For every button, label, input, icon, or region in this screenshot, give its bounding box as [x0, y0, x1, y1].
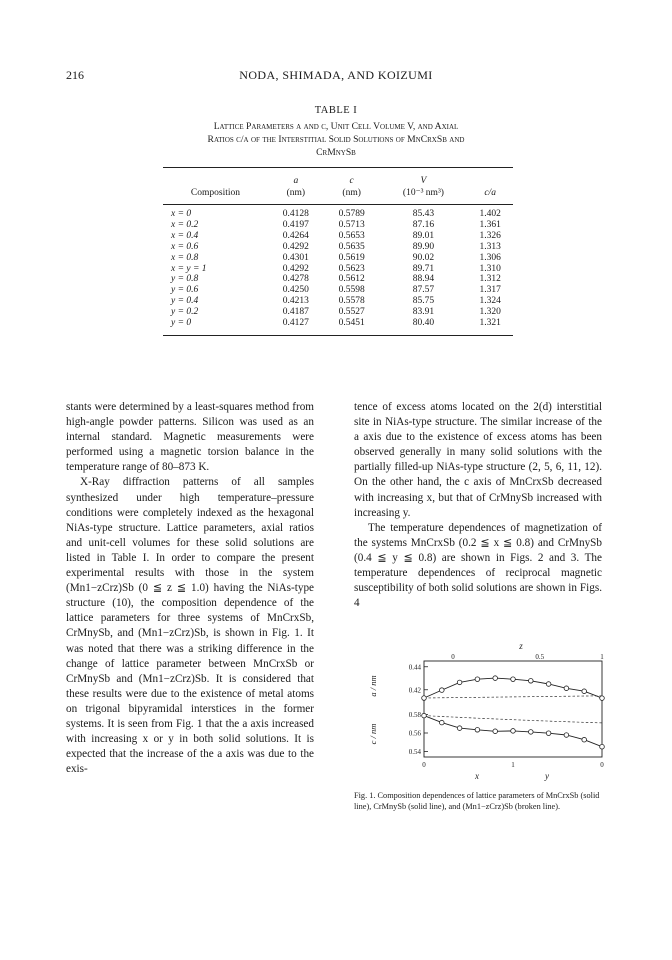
table-header-label: (nm)	[286, 188, 306, 198]
table-cell: x = 0.6	[171, 241, 199, 252]
table-cell: 1.324	[479, 296, 501, 307]
table-cell: 0.5612	[338, 274, 365, 285]
a-data-point	[564, 686, 569, 691]
table-caption-line-2: Ratios c/a of the Interstitial Solid Solutions of MnCrxSb and	[207, 134, 465, 145]
table-cell: 0.4197	[282, 219, 309, 230]
table-header-label: c/a	[484, 188, 496, 198]
table-cell: 1.310	[479, 263, 501, 274]
table-cell: y = 0.8	[171, 274, 199, 285]
table-cell: y = 0.6	[171, 285, 199, 296]
body-paragraph: The temperature dependences of magnetization of the systems MnCrxSb (0.2 ≦ x ≦ 0.8) and CrMnySb (0.4 ≦ y ≦ 0.8) are shown in Figs. 2 and 3. The temperature dependences of reciprocal magnetic susceptibility of both solid solutions are shown in Figs. 4	[354, 521, 602, 610]
a-data-point	[493, 676, 498, 681]
c-axis-label: c / nm	[368, 723, 378, 745]
bottom-label-y: y	[545, 771, 549, 781]
c-data-point	[582, 737, 587, 742]
c-data-point	[600, 744, 605, 749]
table-cell: 0.5653	[338, 230, 365, 241]
table-row	[163, 318, 513, 334]
table-cell: 88.94	[412, 274, 435, 285]
table-cell: y = 0	[171, 318, 192, 329]
table-cell: 1.317	[479, 285, 501, 296]
table-cell: 85.43	[412, 209, 435, 219]
table-cell: 0.4278	[282, 274, 309, 285]
a-data-point	[600, 696, 605, 701]
a-data-point	[582, 689, 587, 694]
a-data-point	[440, 688, 445, 693]
c-data-point	[511, 729, 516, 734]
c-data-point	[457, 726, 462, 731]
table-cell: 0.4187	[282, 307, 309, 318]
table-caption	[160, 104, 512, 159]
table-cell: y = 0.2	[171, 307, 199, 318]
a-data-point	[511, 677, 516, 682]
c-tick-label: 0.54	[408, 747, 421, 756]
table-cell: 0.4301	[282, 252, 309, 263]
table-cell: 0.5527	[338, 307, 365, 318]
c-broken-line	[424, 716, 602, 723]
table-cell: 0.4213	[282, 296, 309, 307]
table-header-label: (10⁻³ nm³)	[402, 188, 444, 198]
c-tick-label: 0.56	[408, 729, 421, 738]
c-data-point	[422, 713, 427, 718]
top-tick-label: 1	[600, 653, 604, 661]
a-data-point	[529, 678, 534, 683]
table-cell: 0.4250	[282, 285, 309, 296]
a-broken-line	[424, 696, 602, 698]
table-row	[163, 285, 513, 296]
top-axis-label: z	[519, 641, 523, 651]
table-cell: 1.326	[479, 230, 501, 241]
table-row	[163, 220, 513, 231]
table-cell: 87.16	[412, 219, 435, 230]
table-cell: 1.313	[479, 241, 501, 252]
left-column-text	[66, 400, 314, 777]
right-column-text	[354, 400, 602, 611]
a-data-point	[422, 696, 427, 701]
body-paragraph: stants were determined by a least-squares method from high-angle powder patterns. Silicon was used as an internal standard. Magnetic measurements were performed using a magnetic torsion balance in the temperature range of 80–873 K.	[66, 401, 314, 474]
table-caption-line-1: Lattice Parameters a and c, Unit Cell Volume V, and Axial	[213, 121, 459, 132]
a-axis-label: a / nm	[368, 675, 378, 697]
page-number: 216	[66, 68, 84, 82]
bottom-tick-label: 0	[422, 761, 426, 769]
table-row	[163, 307, 513, 318]
a-data-point	[457, 680, 462, 685]
table-header-symbol	[467, 168, 513, 187]
table-cell: 89.71	[412, 263, 435, 274]
table-cell: 0.5578	[338, 296, 365, 307]
table-cell: x = 0.8	[171, 252, 199, 263]
table-cell: 1.312	[479, 274, 501, 285]
table-cell: 0.4292	[282, 241, 309, 252]
table-row	[163, 231, 513, 242]
table-cell: 1.402	[479, 209, 501, 219]
table-cell: 90.02	[412, 252, 435, 263]
table-header-rule	[163, 204, 513, 205]
table-header-symbol: V	[420, 176, 427, 186]
figure-1-plot	[362, 640, 604, 785]
table-cell: 1.321	[479, 318, 501, 329]
table-label: TABLE I	[314, 105, 358, 116]
table-cell: 85.75	[412, 296, 435, 307]
table-cell: 0.4128	[282, 209, 309, 219]
table-header-symbol: a	[293, 176, 299, 186]
table-header-label: (nm)	[342, 188, 361, 198]
running-head: NODA, SHIMADA, AND KOIZUMI	[239, 68, 433, 82]
table-cell: 1.361	[479, 219, 501, 230]
table-cell: 0.5598	[338, 285, 365, 296]
table-cell: 89.01	[412, 230, 435, 241]
a-data-point	[475, 677, 480, 682]
table-row	[163, 264, 513, 275]
table-cell: 0.4127	[282, 318, 309, 329]
table-header-symbol: c	[349, 176, 354, 186]
top-tick-label: 0	[451, 653, 455, 661]
table-cell: 0.5713	[338, 219, 365, 230]
plot-frame	[424, 661, 602, 757]
table-cell: 89.90	[412, 241, 435, 252]
table-row	[163, 242, 513, 253]
table-cell: 1.306	[479, 252, 501, 263]
table-row	[163, 253, 513, 264]
top-tick-label: 0.5	[535, 653, 545, 661]
table-cell: x = 0.4	[171, 230, 199, 241]
c-tick-label: 0.58	[408, 711, 421, 720]
c-data-point	[475, 727, 480, 732]
table-cell: 83.91	[412, 307, 435, 318]
table-cell: y = 0.4	[171, 296, 199, 307]
table-cell: 80.40	[412, 318, 435, 329]
table-header-symbol	[163, 168, 268, 187]
c-data-point	[529, 730, 534, 735]
table-cell: x = 0	[171, 209, 192, 219]
table-cell: 0.4292	[282, 263, 309, 274]
c-data-point	[493, 729, 498, 734]
table-cell: 0.5451	[338, 318, 365, 329]
a-tick-label: 0.44	[408, 663, 421, 672]
lattice-parameter-table	[163, 168, 513, 334]
a-tick-label: 0.42	[408, 686, 421, 695]
c-data-point	[564, 733, 569, 738]
table-cell: 0.4264	[282, 230, 309, 241]
table-row	[163, 296, 513, 307]
table-cell: x = y = 1	[171, 263, 207, 274]
table-row	[163, 204, 513, 220]
table-row	[163, 274, 513, 285]
table-cell: 0.5789	[338, 209, 365, 219]
a-data-point	[546, 682, 551, 687]
running-header	[66, 68, 606, 84]
table-header-label: Composition	[190, 188, 240, 198]
table-cell: 0.5623	[338, 263, 365, 274]
table-cell: 1.320	[479, 307, 501, 318]
c-data-point	[546, 731, 551, 736]
body-paragraph: X-Ray diffraction patterns of all samples synthesized under high temperature–pressure conditions were completely indexed as the hexagonal NiAs-type structure. Lattice parameters, axial ratios and unit-cell volumes for these solid solutions are listed in Table I. In order to compare the present experimental results with those in the system (Mn1−zCrz)Sb (0 ≦ z ≦ 1.0) having the NiAs-type structure (10), the composition dependence of the lattice parameters for three systems of MnCrxSb, CrMnySb, and (Mn1−zCrz)Sb, is shown in Fig. 1. It was noted that there was a striking difference in the change of lattice parameter between MnCrxSb or CrMnySb and (Mn1−zCrz)Sb. It is considered that these results were due to the existence of metal atoms on trigonal bipyramidal interstices in the former systems. It is seen from Fig. 1 that the a axis increased with increasing x or y in both solid solutions. It is expected that the increase of the a axis was due to the exis-	[66, 476, 314, 776]
table-cell: 0.5635	[338, 241, 365, 252]
bottom-tick-label: 1	[511, 761, 515, 769]
table-cell: x = 0.2	[171, 219, 199, 230]
table-bottom-rule	[163, 335, 513, 336]
figure-caption: Fig. 1. Composition dependences of lattice parameters of MnCrxSb (solid line), CrMnySb (solid line), and (Mn1−zCrz)Sb (broken line).	[354, 791, 600, 811]
c-data-point	[440, 720, 445, 725]
bottom-label-x: x	[475, 771, 479, 781]
body-paragraph: tence of excess atoms located on the 2(d) interstitial site in NiAs-type structure. The similar increase of the a axis due to the existence of excess atoms has been observed generally in many solid solutions with the partially filled-up NiAs-type structure (2, 5, 6, 11, 12). On the other hand, the c axis of MnCrxSb decreased with increasing x, but that of CrMnySb increased with increasing y.	[354, 401, 602, 519]
table-cell: 87.57	[412, 285, 435, 296]
bottom-tick-label: 0	[600, 761, 604, 769]
table-caption-line-3: CrMnySb	[316, 147, 356, 158]
table-cell: 0.5619	[338, 252, 365, 263]
